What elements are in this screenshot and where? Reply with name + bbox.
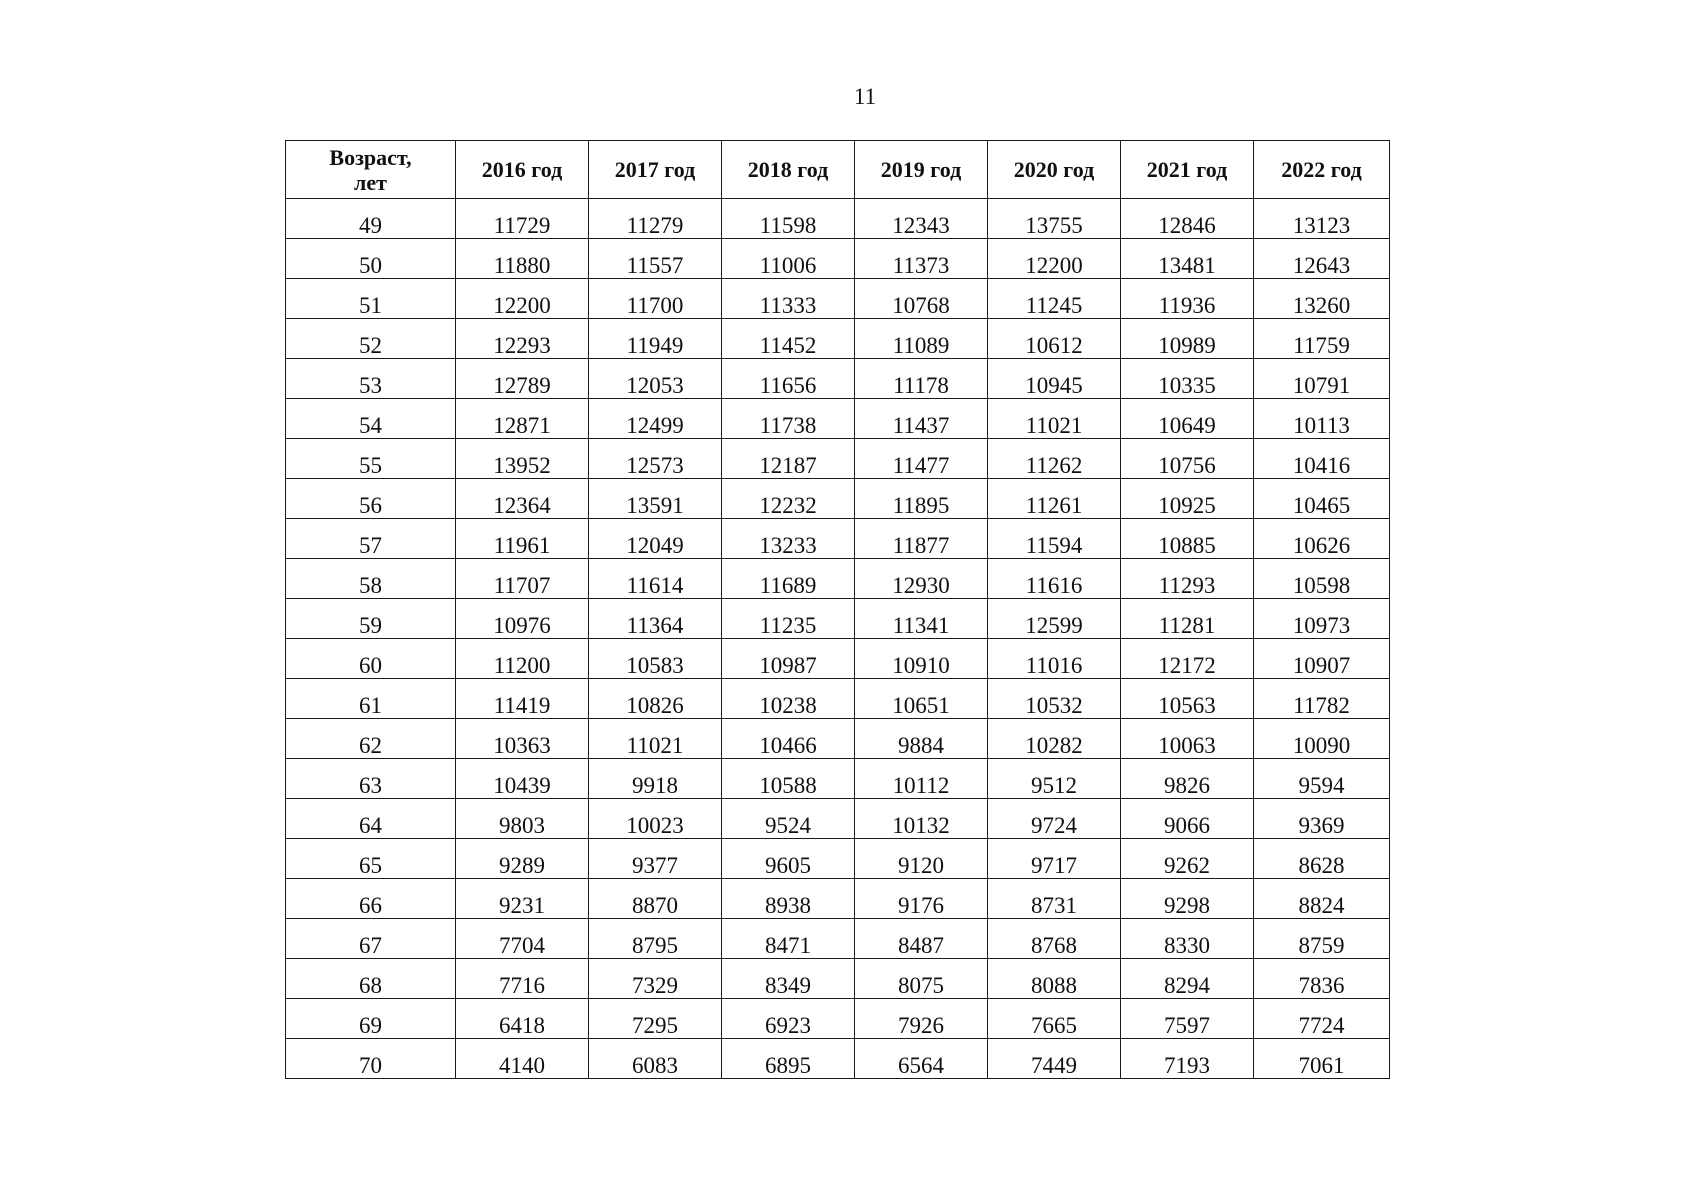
value-cell: 9884	[855, 719, 988, 759]
value-cell: 10113	[1254, 399, 1390, 439]
value-cell: 12846	[1121, 199, 1254, 239]
age-cell: 70	[286, 1039, 456, 1079]
value-cell: 11616	[988, 559, 1121, 599]
value-cell: 10583	[589, 639, 722, 679]
value-cell: 10439	[456, 759, 589, 799]
age-cell: 57	[286, 519, 456, 559]
value-cell: 12172	[1121, 639, 1254, 679]
value-cell: 10335	[1121, 359, 1254, 399]
value-cell: 10626	[1254, 519, 1390, 559]
value-cell: 11689	[722, 559, 855, 599]
age-cell: 59	[286, 599, 456, 639]
value-cell: 11262	[988, 439, 1121, 479]
value-cell: 13591	[589, 479, 722, 519]
value-cell: 11936	[1121, 279, 1254, 319]
age-cell: 55	[286, 439, 456, 479]
value-cell: 9377	[589, 839, 722, 879]
value-cell: 13755	[988, 199, 1121, 239]
value-cell: 9605	[722, 839, 855, 879]
value-cell: 12187	[722, 439, 855, 479]
value-cell: 11235	[722, 599, 855, 639]
value-cell: 10563	[1121, 679, 1254, 719]
value-cell: 11200	[456, 639, 589, 679]
value-cell: 9298	[1121, 879, 1254, 919]
value-cell: 7836	[1254, 959, 1390, 999]
value-cell: 8731	[988, 879, 1121, 919]
value-cell: 11245	[988, 279, 1121, 319]
value-cell: 10756	[1121, 439, 1254, 479]
value-cell: 11437	[855, 399, 988, 439]
value-cell: 11006	[722, 239, 855, 279]
table-body	[286, 199, 1390, 1079]
value-cell: 11700	[589, 279, 722, 319]
value-cell: 8349	[722, 959, 855, 999]
value-cell: 12643	[1254, 239, 1390, 279]
value-cell: 10651	[855, 679, 988, 719]
value-cell: 11261	[988, 479, 1121, 519]
table-row	[286, 679, 1390, 719]
page-number: 11	[853, 84, 877, 109]
value-cell: 7449	[988, 1039, 1121, 1079]
age-cell: 62	[286, 719, 456, 759]
value-cell: 8075	[855, 959, 988, 999]
value-cell: 10987	[722, 639, 855, 679]
value-cell: 8938	[722, 879, 855, 919]
value-cell: 8088	[988, 959, 1121, 999]
value-cell: 7926	[855, 999, 988, 1039]
table-row	[286, 319, 1390, 359]
age-cell: 61	[286, 679, 456, 719]
value-cell: 10768	[855, 279, 988, 319]
table-row	[286, 999, 1390, 1039]
table-row	[286, 799, 1390, 839]
table-row	[286, 359, 1390, 399]
value-cell: 12200	[988, 239, 1121, 279]
value-cell: 12789	[456, 359, 589, 399]
value-cell: 10826	[589, 679, 722, 719]
value-cell: 10598	[1254, 559, 1390, 599]
value-cell: 11419	[456, 679, 589, 719]
value-cell: 11961	[456, 519, 589, 559]
value-cell: 12053	[589, 359, 722, 399]
value-cell: 12200	[456, 279, 589, 319]
value-cell: 8628	[1254, 839, 1390, 879]
value-cell: 10588	[722, 759, 855, 799]
age-cell: 53	[286, 359, 456, 399]
value-cell: 6895	[722, 1039, 855, 1079]
value-cell: 9524	[722, 799, 855, 839]
value-cell: 9512	[988, 759, 1121, 799]
value-cell: 10973	[1254, 599, 1390, 639]
value-cell: 12343	[855, 199, 988, 239]
header-year: 2021 год	[1121, 141, 1254, 199]
value-cell: 12293	[456, 319, 589, 359]
value-cell: 9724	[988, 799, 1121, 839]
age-cell: 51	[286, 279, 456, 319]
value-cell: 8824	[1254, 879, 1390, 919]
value-cell: 11557	[589, 239, 722, 279]
age-cell: 50	[286, 239, 456, 279]
value-cell: 8330	[1121, 919, 1254, 959]
value-cell: 12599	[988, 599, 1121, 639]
value-cell: 12871	[456, 399, 589, 439]
value-cell: 13233	[722, 519, 855, 559]
value-cell: 10649	[1121, 399, 1254, 439]
value-cell: 13481	[1121, 239, 1254, 279]
value-cell: 9369	[1254, 799, 1390, 839]
value-cell: 12499	[589, 399, 722, 439]
value-cell: 10885	[1121, 519, 1254, 559]
age-cell: 68	[286, 959, 456, 999]
value-cell: 6083	[589, 1039, 722, 1079]
table-row	[286, 719, 1390, 759]
value-cell: 11341	[855, 599, 988, 639]
header-year: 2017 год	[589, 141, 722, 199]
value-cell: 9918	[589, 759, 722, 799]
value-cell: 11895	[855, 479, 988, 519]
value-cell: 11656	[722, 359, 855, 399]
age-cell: 52	[286, 319, 456, 359]
population-by-age-table	[285, 140, 1390, 1079]
value-cell: 9231	[456, 879, 589, 919]
value-cell: 10112	[855, 759, 988, 799]
age-cell: 56	[286, 479, 456, 519]
header-year: 2016 год	[456, 141, 589, 199]
value-cell: 10907	[1254, 639, 1390, 679]
value-cell: 13260	[1254, 279, 1390, 319]
value-cell: 7329	[589, 959, 722, 999]
value-cell: 10465	[1254, 479, 1390, 519]
value-cell: 11729	[456, 199, 589, 239]
value-cell: 11333	[722, 279, 855, 319]
table-row	[286, 639, 1390, 679]
value-cell: 9289	[456, 839, 589, 879]
table-row	[286, 239, 1390, 279]
value-cell: 10282	[988, 719, 1121, 759]
value-cell: 11598	[722, 199, 855, 239]
value-cell: 11021	[988, 399, 1121, 439]
value-cell: 11016	[988, 639, 1121, 679]
age-cell: 63	[286, 759, 456, 799]
value-cell: 9176	[855, 879, 988, 919]
header-year: 2022 год	[1254, 141, 1390, 199]
value-cell: 7724	[1254, 999, 1390, 1039]
value-cell: 10976	[456, 599, 589, 639]
value-cell: 12573	[589, 439, 722, 479]
value-cell: 9066	[1121, 799, 1254, 839]
value-cell: 11281	[1121, 599, 1254, 639]
age-cell: 54	[286, 399, 456, 439]
header-row	[286, 141, 1390, 199]
age-cell: 64	[286, 799, 456, 839]
value-cell: 10612	[988, 319, 1121, 359]
table-row	[286, 839, 1390, 879]
header-year: 2020 год	[988, 141, 1121, 199]
value-cell: 9262	[1121, 839, 1254, 879]
header-age: Возраст, лет	[286, 141, 456, 199]
value-cell: 13123	[1254, 199, 1390, 239]
value-cell: 10466	[722, 719, 855, 759]
value-cell: 11949	[589, 319, 722, 359]
value-cell: 10063	[1121, 719, 1254, 759]
value-cell: 11178	[855, 359, 988, 399]
value-cell: 7295	[589, 999, 722, 1039]
value-cell: 10989	[1121, 319, 1254, 359]
age-cell: 69	[286, 999, 456, 1039]
value-cell: 10132	[855, 799, 988, 839]
value-cell: 8294	[1121, 959, 1254, 999]
value-cell: 11452	[722, 319, 855, 359]
value-cell: 9803	[456, 799, 589, 839]
value-cell: 6923	[722, 999, 855, 1039]
value-cell: 11089	[855, 319, 988, 359]
value-cell: 11364	[589, 599, 722, 639]
value-cell: 8471	[722, 919, 855, 959]
age-cell: 65	[286, 839, 456, 879]
value-cell: 10363	[456, 719, 589, 759]
age-cell: 67	[286, 919, 456, 959]
value-cell: 9120	[855, 839, 988, 879]
age-cell: 58	[286, 559, 456, 599]
value-cell: 11373	[855, 239, 988, 279]
table-row	[286, 959, 1390, 999]
value-cell: 4140	[456, 1039, 589, 1079]
value-cell: 10910	[855, 639, 988, 679]
table-row	[286, 279, 1390, 319]
table-row	[286, 439, 1390, 479]
value-cell: 7061	[1254, 1039, 1390, 1079]
table-row	[286, 879, 1390, 919]
value-cell: 11477	[855, 439, 988, 479]
value-cell: 11880	[456, 239, 589, 279]
table-row	[286, 199, 1390, 239]
header-year: 2019 год	[855, 141, 988, 199]
value-cell: 12930	[855, 559, 988, 599]
value-cell: 13952	[456, 439, 589, 479]
value-cell: 11021	[589, 719, 722, 759]
value-cell: 10925	[1121, 479, 1254, 519]
value-cell: 7704	[456, 919, 589, 959]
value-cell: 8487	[855, 919, 988, 959]
value-cell: 8870	[589, 879, 722, 919]
age-cell: 66	[286, 879, 456, 919]
value-cell: 11738	[722, 399, 855, 439]
value-cell: 11782	[1254, 679, 1390, 719]
table-header	[286, 141, 1390, 199]
value-cell: 10090	[1254, 719, 1390, 759]
table-row	[286, 759, 1390, 799]
table-row	[286, 519, 1390, 559]
value-cell: 10238	[722, 679, 855, 719]
value-cell: 9594	[1254, 759, 1390, 799]
table-row	[286, 919, 1390, 959]
value-cell: 7597	[1121, 999, 1254, 1039]
value-cell: 6564	[855, 1039, 988, 1079]
value-cell: 6418	[456, 999, 589, 1039]
value-cell: 11707	[456, 559, 589, 599]
value-cell: 10945	[988, 359, 1121, 399]
table-row	[286, 599, 1390, 639]
value-cell: 7716	[456, 959, 589, 999]
age-cell: 60	[286, 639, 456, 679]
value-cell: 10532	[988, 679, 1121, 719]
value-cell: 8768	[988, 919, 1121, 959]
value-cell: 11293	[1121, 559, 1254, 599]
value-cell: 11594	[988, 519, 1121, 559]
value-cell: 12232	[722, 479, 855, 519]
table-row	[286, 479, 1390, 519]
age-cell: 49	[286, 199, 456, 239]
value-cell: 10023	[589, 799, 722, 839]
value-cell: 8795	[589, 919, 722, 959]
table-row	[286, 399, 1390, 439]
value-cell: 9717	[988, 839, 1121, 879]
value-cell: 8759	[1254, 919, 1390, 959]
value-cell: 9826	[1121, 759, 1254, 799]
value-cell: 11877	[855, 519, 988, 559]
value-cell: 11279	[589, 199, 722, 239]
value-cell: 12364	[456, 479, 589, 519]
value-cell: 11759	[1254, 319, 1390, 359]
header-year: 2018 год	[722, 141, 855, 199]
value-cell: 7665	[988, 999, 1121, 1039]
value-cell: 11614	[589, 559, 722, 599]
value-cell: 10416	[1254, 439, 1390, 479]
table-row	[286, 559, 1390, 599]
value-cell: 7193	[1121, 1039, 1254, 1079]
value-cell: 10791	[1254, 359, 1390, 399]
table-row	[286, 1039, 1390, 1079]
value-cell: 12049	[589, 519, 722, 559]
